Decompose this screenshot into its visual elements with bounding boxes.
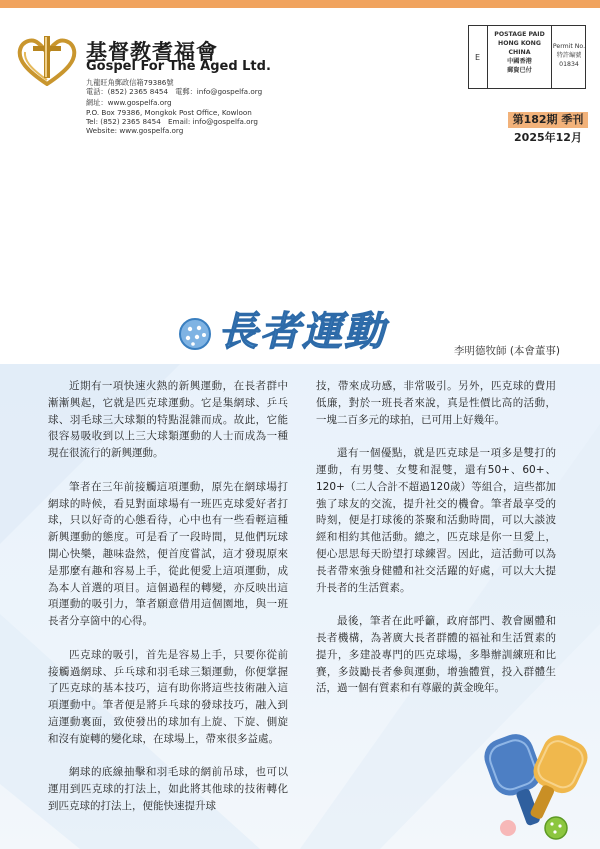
article-author: 李明德牧師 (本會董事) <box>454 345 561 357</box>
address-line: 九龍旺角郵政信箱79386號 <box>86 78 174 87</box>
org-name-english: Gospel For The Aged Ltd. <box>86 59 271 74</box>
top-accent-bar <box>0 0 600 8</box>
postage-line: CHINA <box>508 49 531 56</box>
website-line-english: Website: www.gospelfa.org <box>86 126 184 135</box>
postage-line: HONG KONG <box>498 40 541 47</box>
postage-line: 中國香港 <box>507 58 532 65</box>
postage-line: 郵資已付 <box>507 67 532 74</box>
issue-number-badge: 第182期 季刊 <box>508 112 588 128</box>
article-paragraph: 網球的底線抽擊和羽毛球的網前吊球，也可以運用到匹克球的打法上，如此將其他球的技術轉化到匹克球的打法上，便能快速提升球 <box>48 766 288 812</box>
postage-paid-box <box>468 25 586 89</box>
website-line: 網址：www.gospelfa.org <box>86 98 172 107</box>
org-name-chinese: 基督教耆福會 <box>86 40 218 64</box>
cross-heart-logo-icon <box>16 34 78 86</box>
pickleball-icon <box>180 319 210 349</box>
article-paragraph: 近期有一項快速火熱的新興運動，在長者群中漸漸興起，它就是匹克球運動。它是集網球、乒乓球、羽毛球三大球類的特點混雜而成。故此，它能很容易吸收到以上三大球類運動的人士而成為一種現在很流行的新興運動。 <box>48 380 288 460</box>
article-paragraph: 技，帶來成功感，非常吸引。另外，匹克球的費用低廉，對於一班長者來說，真是性價比高的活動，一塊二百多元的球拍，已可用上好幾年。 <box>316 380 556 426</box>
article-column-right <box>316 378 556 714</box>
article-paragraph: 匹克球的吸引，首先是容易上手，只要你從前接觸過網球、乒乓球和羽毛球三類運動，你便掌握了匹克球的基本技巧，這有助你將這些技術融入這項運動中。筆者便是將乒乓球的發球技巧，融入到這運動裏面，致使發出的球加有上旋、下旋、側旋和沒有旋轉的變化球，在球場上，帶來很多益處。 <box>48 648 288 745</box>
postage-paid-text <box>488 30 551 75</box>
article-column-left <box>48 378 288 832</box>
permit-line: Permit No. <box>552 43 586 50</box>
permit-line: 01834 <box>559 61 579 68</box>
svg-text:長者運動: 長者運動 <box>218 308 386 355</box>
article-paragraph: 筆者在三年前接觸這項運動，原先在網球場打網球的時候，看見對面球場有一班匹克球愛好者打球，只以好奇的心態看待，心中也有一些看輕這種新興運動的態度。可是看了一段時間，見他們玩球開心快樂，趣味盎然，便首度嘗試，這才發現原來是那麼有趣和容易上手，從此便愛上這項運動，成為本人首選的項目。這個過程的轉變，亦反映出這項運動的吸引力，筆者願意借用這個園地，與一班長者分享箇中的心得。 <box>48 480 288 628</box>
article-paragraph: 還有一個優點，就是匹克球是一項多是雙打的運動，有男雙、女雙和混雙，還有50+、60+、120+（二人合計不超過120歲）等組合，這些都加強了球友的交流，提升社交的機會。筆者最享受的時刻，便是打球後的茶聚和活動時間，可以大談波經和相約其他活動。總之，匹克球是你一旦愛上，便心思思每天盼望打球練習。因此，這活動可以為長者帶來強身健體和社交活躍的好處，可以大大提升長者的生活質素。 <box>316 447 556 594</box>
article-paragraph: 最後，筆者在此呼籲，政府部門、教會團體和長者機構，為著廣大長者群體的福祉和生活質素的提升，多建設專門的匹克球場，多舉辦訓練班和比賽，多鼓勵長者參與運動，增強體質，投入群體生活，過一個有質素和有尊嚴的黃金晚年。 <box>316 615 556 695</box>
contact-line: 電話：(852) 2365 8454 電郵：info@gospelfa.org <box>86 87 263 96</box>
address-line-english: P.O. Box 79386, Mongkok Post Office, Kowloon <box>86 108 252 117</box>
postage-line: POSTAGE PAID <box>494 31 545 38</box>
permit-number <box>552 42 586 69</box>
contact-line-english: Tel: (852) 2365 8454 Email: info@gospelfa.org <box>86 117 258 126</box>
postage-e-mark: E <box>475 53 481 62</box>
permit-line: 特許編號 <box>556 52 582 59</box>
paddle-icon <box>470 716 595 846</box>
article-title <box>175 300 415 360</box>
issue-date: 2025年12月 <box>514 131 582 144</box>
